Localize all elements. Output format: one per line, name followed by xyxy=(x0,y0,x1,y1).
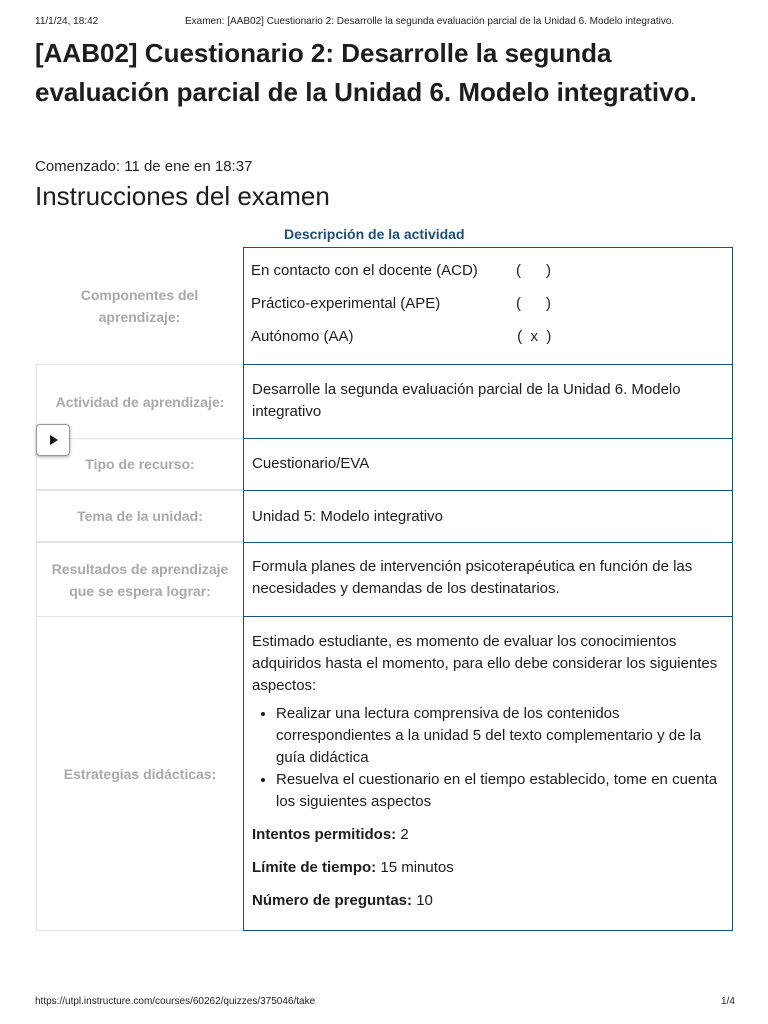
numero-preguntas xyxy=(252,890,724,912)
limite-value: 15 minutos xyxy=(376,859,454,876)
intentos-label: Intentos permitidos: xyxy=(252,826,397,843)
resultados-value: Formula planes de intervención psicoterapéutica en función de las necesidades y demandas de los destinatarios. xyxy=(252,558,693,597)
estrategias-label-text: Estrategias didácticas: xyxy=(63,765,217,782)
componente-ape-mark: ( ) xyxy=(516,295,551,312)
tema-unidad-label xyxy=(36,490,243,542)
instructions-heading: Instrucciones del examen xyxy=(35,181,330,211)
resultados-cell xyxy=(243,542,733,617)
print-date: 11/1/24, 18:42 xyxy=(35,16,99,27)
limite-label: Límite de tiempo: xyxy=(252,859,377,876)
page-title: [AAB02] Cuestionario 2: Desarrolle la segunda evaluación parcial de la Unidad 6. Modelo integrativo. xyxy=(35,38,697,107)
componente-aa-mark: ( x ) xyxy=(513,328,552,345)
resultados-label xyxy=(36,542,243,617)
resultados-label-text: Resultados de aprendizaje que se espera lograr: xyxy=(51,560,229,599)
numero-label: Número de preguntas: xyxy=(252,892,413,909)
intentos-permitidos xyxy=(252,824,724,846)
componente-acd-label: En contacto con el docente (ACD) xyxy=(251,262,478,279)
tipo-recurso-cell xyxy=(243,438,733,491)
intentos-value: 2 xyxy=(396,826,409,843)
started-timestamp: Comenzado: 11 de ene en 18:37 xyxy=(35,158,253,175)
description-heading: Descripción de la actividad xyxy=(284,226,465,242)
estrategias-list xyxy=(276,703,724,813)
print-header xyxy=(0,14,768,30)
estrategias-intro: Estimado estudiante, es momento de evaluar los conocimientos adquiridos hasta el momento, para ello debe considerar los siguientes aspectos: xyxy=(252,633,718,694)
actividad-cell xyxy=(243,364,733,439)
componente-acd-mark: ( ) xyxy=(516,262,551,279)
numero-value: 10 xyxy=(412,892,433,909)
actividad-value: Desarrolle la segunda evaluación parcial de la Unidad 6. Modelo integrativo xyxy=(252,381,681,420)
estrategias-label xyxy=(36,616,243,931)
estrategias-cell xyxy=(243,616,733,931)
list-item: • Resuelva el cuestionario en el tiempo establecido, tome en cuenta los siguientes aspectos xyxy=(276,769,724,813)
print-page-title: Examen: [AAB02] Cuestionario 2: Desarrolle la segunda evaluación parcial de la Unidad 6. Modelo integrativo. xyxy=(185,16,675,27)
play-button[interactable] xyxy=(36,424,70,456)
play-icon xyxy=(50,435,58,445)
componentes-label-text: Componentes del aprendizaje: xyxy=(80,286,199,325)
footer-url: https://utpl.instructure.com/courses/60262/quizzes/375046/take xyxy=(35,996,316,1007)
footer-page-number: 1/4 xyxy=(721,996,735,1007)
limite-tiempo xyxy=(252,857,724,879)
tipo-recurso-label-text: Tipo de recurso: xyxy=(85,456,195,472)
tema-unidad-label-text: Tema de la unidad: xyxy=(77,508,203,524)
componente-ape-label: Práctico-experimental (APE) xyxy=(251,295,441,312)
actividad-label-text: Actividad de aprendizaje: xyxy=(55,393,225,410)
tipo-recurso-value: Cuestionario/EVA xyxy=(252,455,370,472)
componentes-label xyxy=(36,247,243,364)
componente-aa-label: Autónomo (AA) xyxy=(251,328,354,345)
tema-unidad-cell xyxy=(243,490,733,543)
list-item: • Realizar una lectura comprensiva de los contenidos correspondientes a la unidad 5 del texto complementario y de la guía didáctica xyxy=(276,703,724,769)
tema-unidad-value: Unidad 5: Modelo integrativo xyxy=(252,508,443,525)
